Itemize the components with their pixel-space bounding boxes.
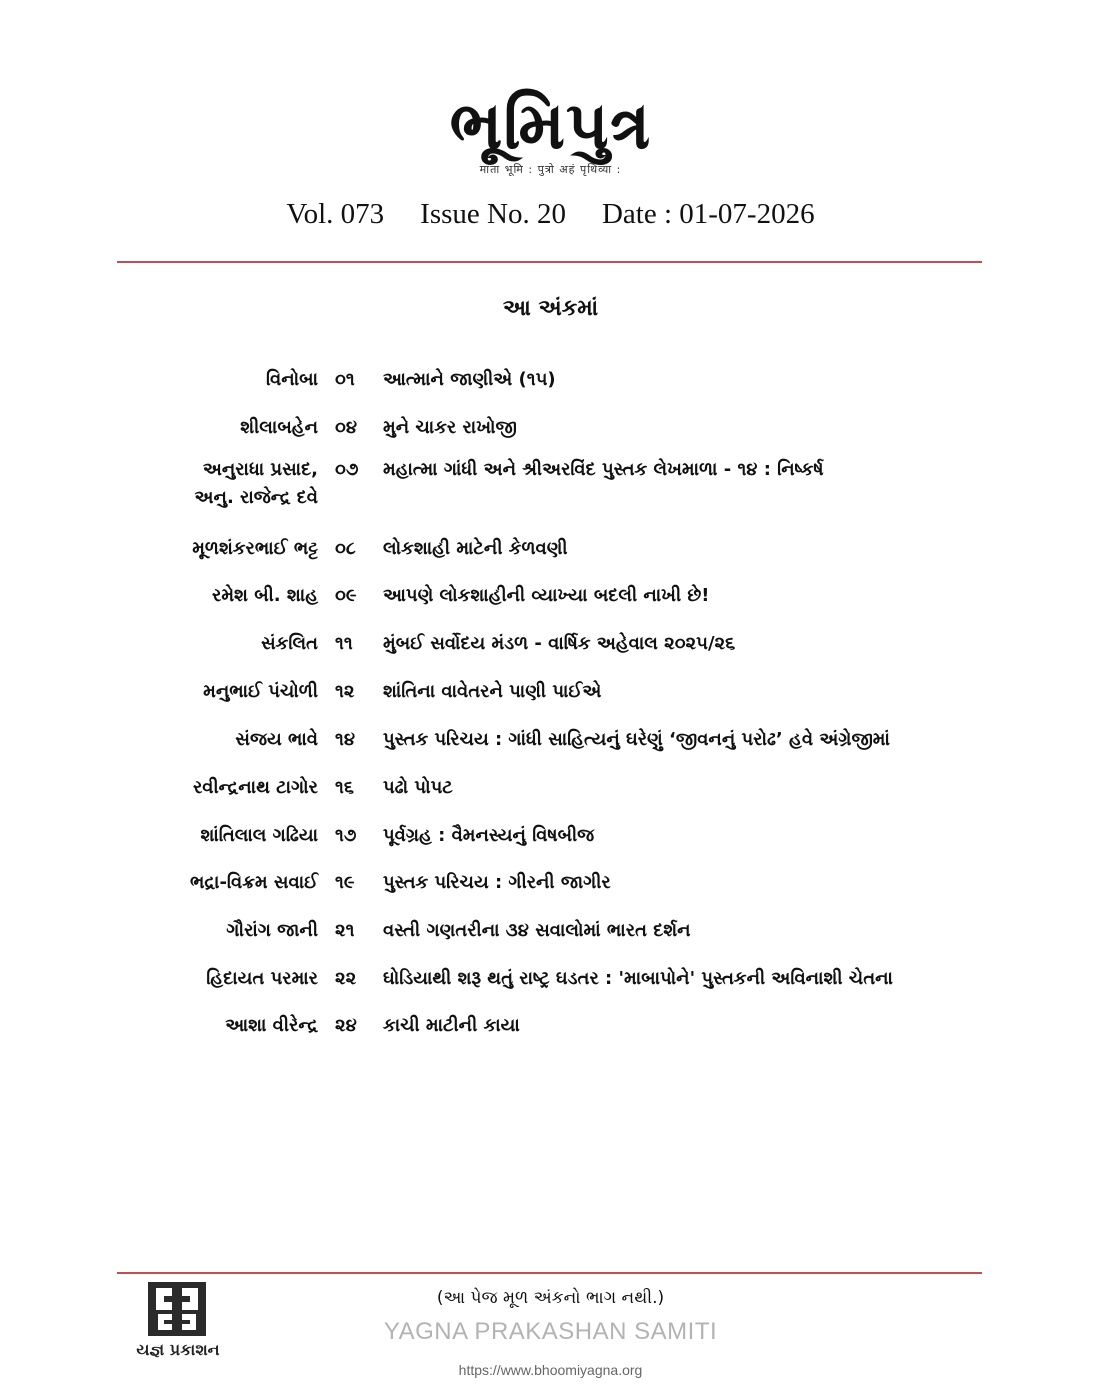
toc-page-number: ૦૪ — [335, 417, 357, 438]
toc-author-name: સંકલિત — [261, 633, 318, 654]
toc-page-number: ૦૮ — [335, 538, 356, 559]
toc-author — [235, 726, 318, 754]
toc-author — [201, 822, 319, 850]
toc-author — [206, 965, 318, 993]
issue-date: Date : 01-07-2026 — [601, 198, 815, 230]
toc-author — [203, 678, 318, 706]
toc-entry — [0, 726, 1101, 756]
issue-number: Issue No. 20 — [420, 198, 566, 230]
toc-author-name: રવીન્દ્રનાથ ટાગોર — [192, 777, 318, 798]
toc-author — [240, 414, 318, 442]
toc-author — [192, 535, 318, 563]
website-link[interactable]: https://www.bhoomiyagna.org — [458, 1362, 643, 1378]
toc-author-name: સંજય ભાવે — [235, 729, 318, 750]
toc-page-number: ૦૭ — [335, 459, 359, 480]
toc-article-title: મુને ચાકર રાખોજી — [383, 417, 517, 438]
toc-article-title: પુસ્તક પરિચય : ગીરની જાગીર — [383, 872, 611, 893]
magazine-tagline: माता भूमि : पुत्रो अहं पृथिव्या : — [479, 163, 622, 176]
toc-article-title: મહાત્મા ગાંધી અને શ્રીઅરવિંદ પુસ્તક લેખમાળા - ૧૪ : નિષ્કર્ષ — [383, 459, 824, 480]
toc-article-title: વસ્તી ગણતરીના ૩૪ સવાલોમાં ભારત દર્શન — [383, 920, 691, 941]
toc-article-title: શાંતિના વાવેતરને પાણી પાઈએ — [383, 681, 602, 702]
toc-entry — [0, 366, 1101, 396]
toc-translator-name: અનુ. રાજેન્દ્ર દવે — [194, 487, 318, 508]
toc-author-name: ભદ્રા-વિક્રમ સવાઈ — [190, 872, 318, 893]
page-note: (આ પેજ મૂળ અંકનો ભાગ નથી.) — [436, 1288, 665, 1308]
toc-article-title: આપણે લોકશાહીની વ્યાખ્યા બદલી નાખી છે! — [383, 585, 710, 606]
publisher-logo-text: યજ્ઞ પ્રકાશન — [136, 1340, 220, 1359]
toc-page-number: ૦૧ — [335, 369, 355, 390]
toc-page-number: ૨૪ — [335, 1015, 357, 1036]
toc-entry — [0, 678, 1101, 708]
toc-author-name: આશા વીરેન્દ્ર — [225, 1015, 318, 1036]
toc-page-number: ૦૯ — [335, 585, 357, 606]
toc-article-title: પૂર્વગ્રહ : વૈમનસ્યનું વિષબીજ — [383, 825, 595, 846]
toc-entry — [0, 535, 1101, 565]
toc-author — [190, 869, 318, 897]
toc-author-name: ગૌરાંગ જાની — [226, 920, 318, 941]
toc-author-name: શીલાબહેન — [240, 417, 318, 438]
toc-page-number: ૨૧ — [335, 920, 355, 941]
toc-entry — [0, 582, 1101, 612]
toc-article-title: આત્માને જાણીએ (૧૫) — [383, 369, 556, 390]
toc-page-number: ૨૨ — [335, 968, 357, 989]
toc-page-number: ૧૪ — [335, 729, 355, 750]
toc-author-name: અનુરાધા પ્રસાદ, — [202, 459, 318, 480]
toc-page-number: ૧૨ — [335, 681, 355, 702]
toc-article-title: પઢો પોપટ — [383, 777, 453, 798]
toc-author-name: હિદાયત પરમાર — [206, 968, 318, 989]
contents-heading: આ અંકમાં — [502, 296, 599, 321]
toc-author — [212, 582, 318, 610]
toc-article-title: પુસ્તક પરિચય : ગાંધી સાહિત્યનું ઘરેણું ‘જીવનનું પરોઢ’ હવે અંગ્રેજીમાં — [383, 729, 890, 750]
toc-author — [195, 456, 318, 512]
toc-author — [225, 1012, 318, 1040]
toc-article-title: કાચી માટીની કાયા — [383, 1015, 520, 1036]
toc-author-name: મૂળશંકરભાઈ ભટ્ટ — [192, 538, 318, 559]
toc-entry — [0, 630, 1101, 660]
toc-entry — [0, 1012, 1101, 1042]
toc-author-name: મનુભાઈ પંચોળી — [203, 681, 318, 702]
toc-entry — [0, 822, 1101, 852]
toc-author — [226, 917, 318, 945]
toc-page-number: ૧૯ — [335, 872, 355, 893]
toc-entry — [0, 869, 1101, 899]
toc-author — [261, 630, 318, 658]
toc-entry — [0, 414, 1101, 444]
magazine-logo-title: ભૂમિપુત્ર — [449, 86, 652, 164]
toc-author — [193, 774, 318, 802]
toc-article-title: ઘોડિયાથી શરૂ થતું રાષ્ટ્ર ઘડતર : 'માબાપોને' પુસ્તકની અવિનાશી ચેતના — [383, 968, 893, 989]
toc-page-number: ૧૧ — [335, 633, 353, 654]
toc-page-number: ૧૭ — [335, 825, 357, 846]
organization-name: YAGNA PRAKASHAN SAMITI — [383, 1318, 718, 1345]
toc-entry — [0, 774, 1101, 804]
toc-entry — [0, 456, 1101, 508]
toc-author-name: શાંતિલાલ ગઢિયા — [200, 825, 318, 846]
volume-number: Vol. 073 — [286, 198, 385, 230]
toc-page-number: ૧૬ — [335, 777, 354, 798]
bottom-divider — [117, 1272, 982, 1274]
toc-entry — [0, 917, 1101, 947]
toc-author — [266, 366, 318, 394]
toc-article-title: લોકશાહી માટેની કેળવણી — [383, 538, 568, 559]
toc-author-name: વિનોબા — [265, 369, 318, 390]
toc-entry — [0, 965, 1101, 995]
toc-author-name: રમેશ બી. શાહ — [212, 585, 318, 606]
toc-article-title: મુંબઈ સર્વોદય મંડળ - વાર્ષિક અહેવાલ ૨૦૨૫/૨૬ — [383, 633, 736, 654]
